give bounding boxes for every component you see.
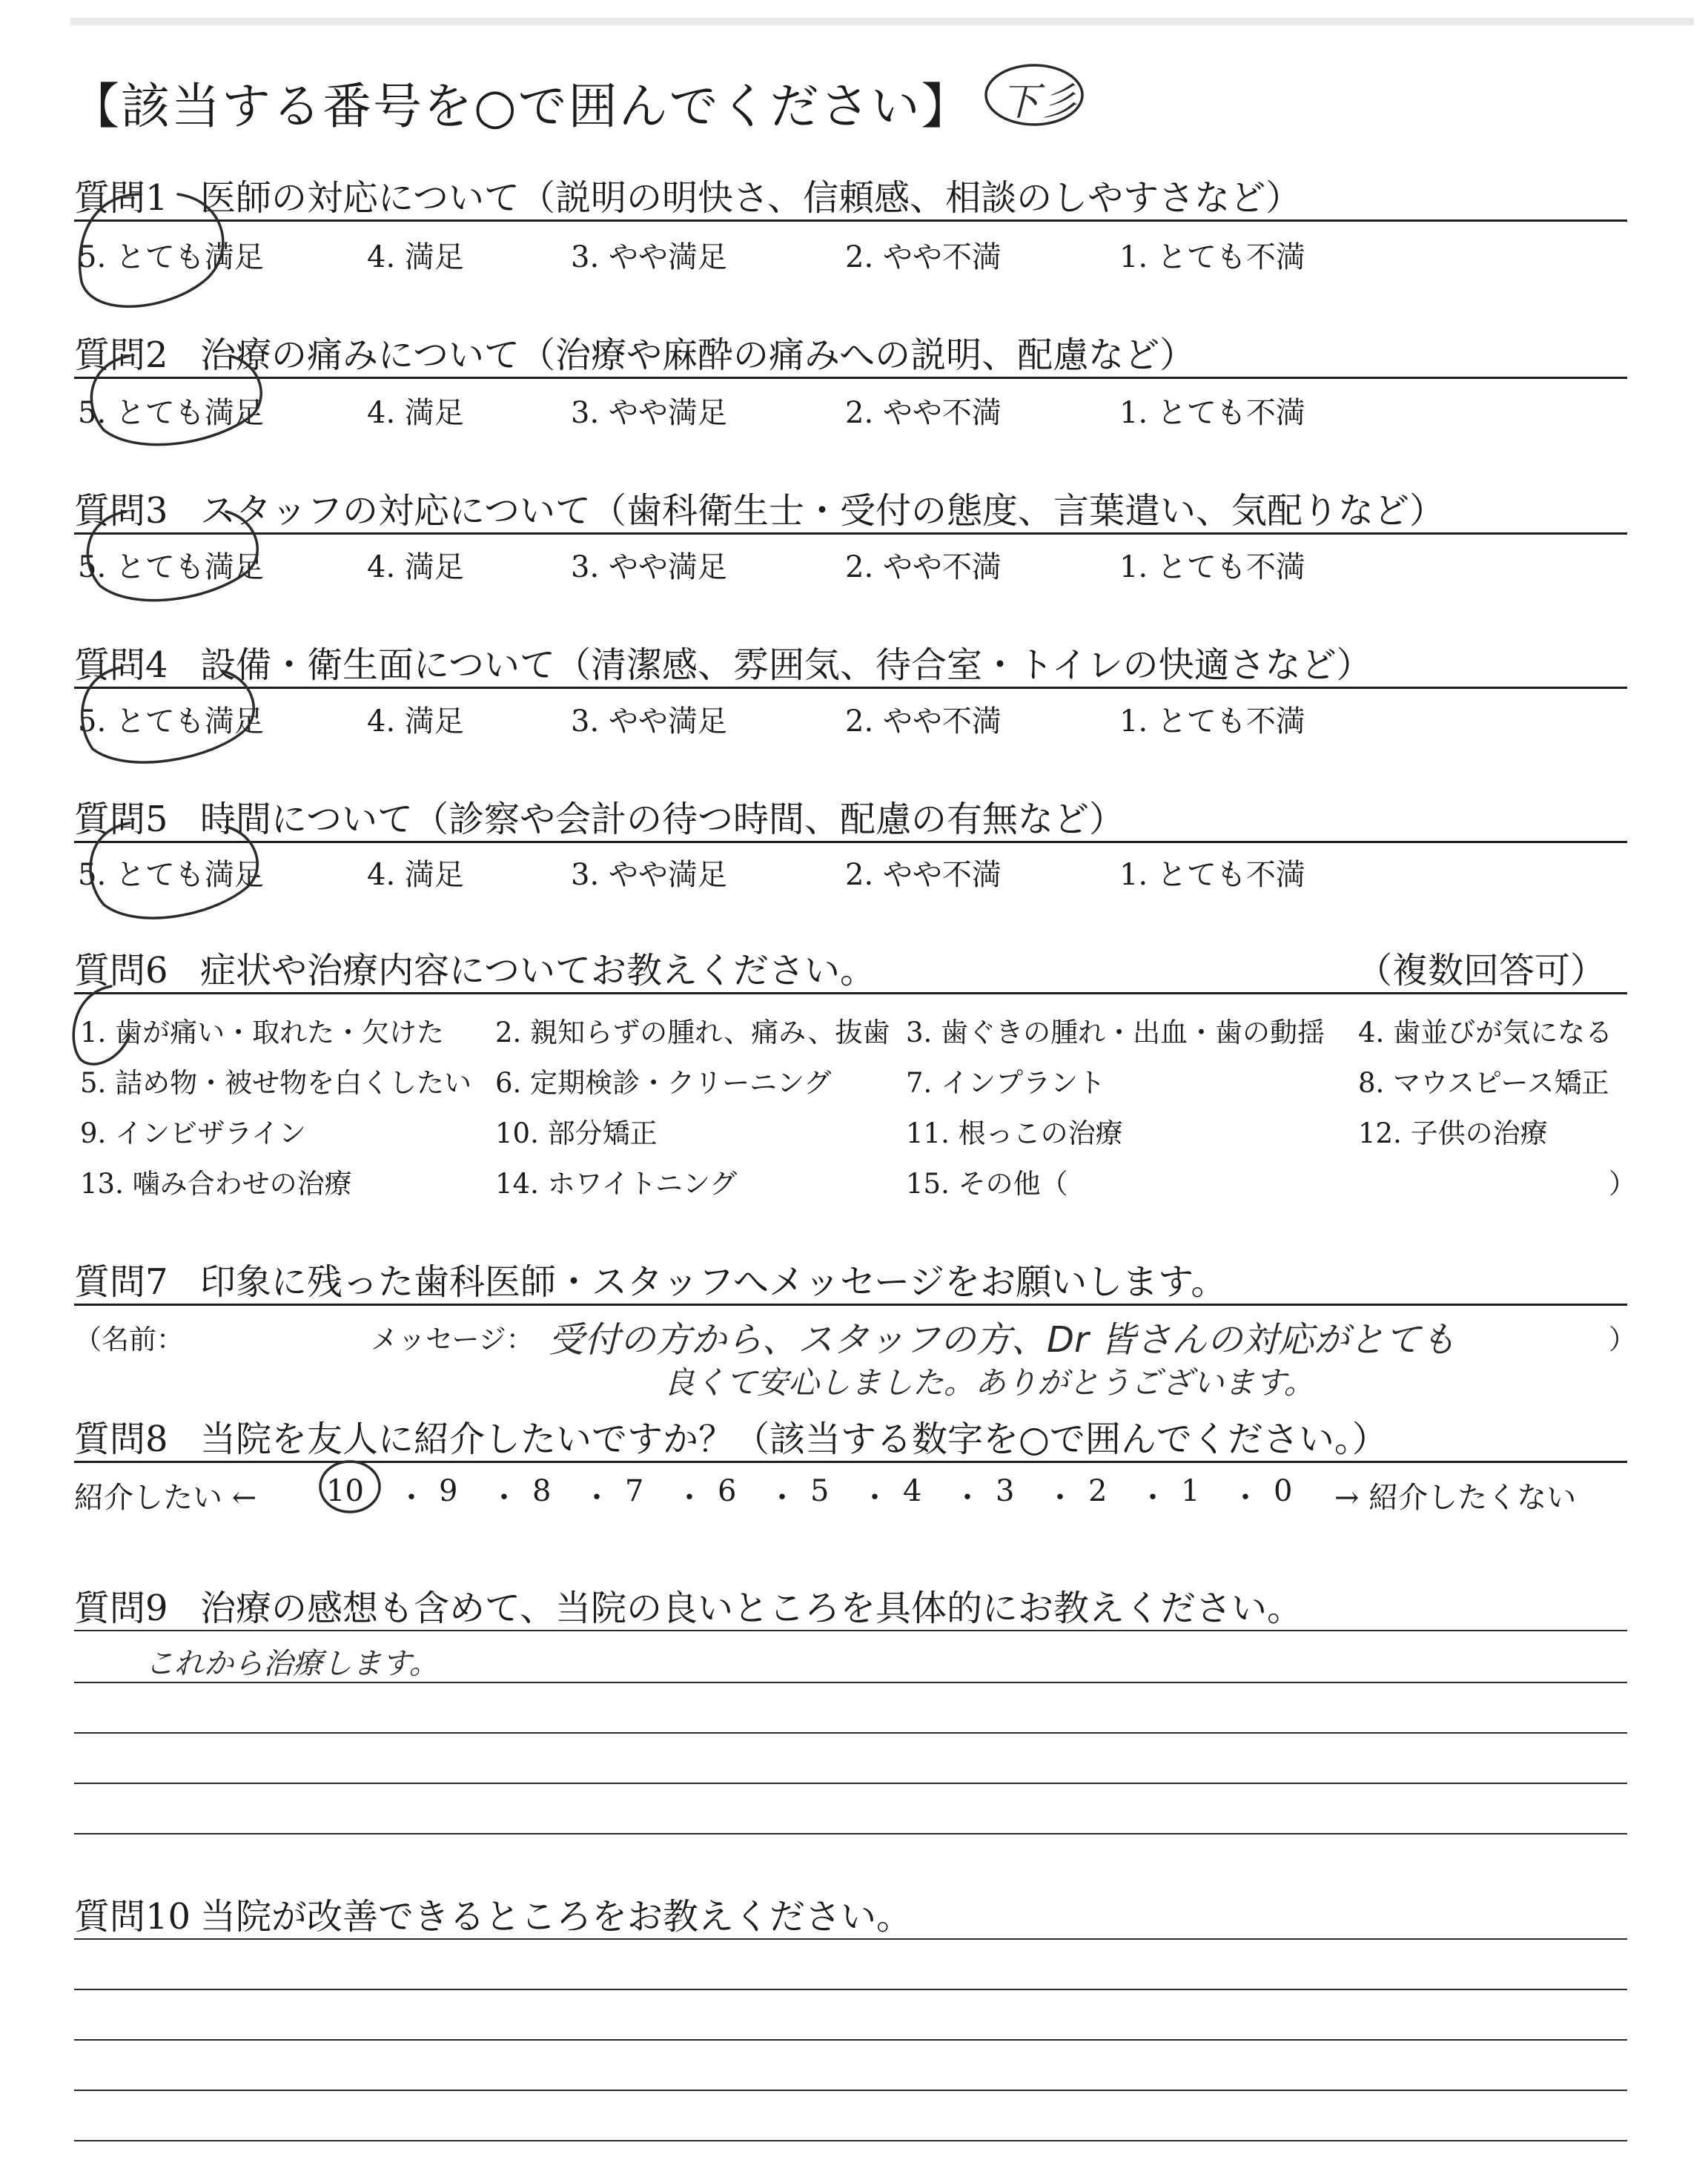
question-divider — [74, 841, 1627, 843]
rating-option-3[interactable]: 3. やや満足 — [571, 704, 727, 739]
symptom-option[interactable]: 9. インビザライン — [80, 1117, 306, 1149]
question-text: 医師の対応について（説明の明快さ、信頼感、相談のしやすさなど） — [200, 177, 1302, 219]
rating-option-4[interactable]: 4. 満足 — [367, 396, 464, 430]
question-number: 質問3 — [74, 490, 168, 532]
separator: ・ — [1045, 1481, 1075, 1515]
answer-line — [74, 1938, 1627, 1940]
recommend-left-label: 紹介したい ← — [74, 1481, 257, 1515]
separator: ・ — [1231, 1481, 1260, 1515]
handwritten-name-mark: 下彡 — [1001, 80, 1079, 125]
rating-option-2[interactable]: 2. やや不満 — [845, 858, 1002, 892]
question-divider — [74, 992, 1627, 994]
rating-option-1[interactable]: 1. とても不満 — [1119, 396, 1305, 430]
question-7 — [74, 1253, 1226, 1304]
answer-line — [74, 1732, 1627, 1734]
question-6 — [74, 942, 875, 993]
symptom-option[interactable]: 13. 噛み合わせの治療 — [80, 1168, 352, 1200]
separator: ・ — [953, 1481, 982, 1515]
question-divider — [74, 687, 1627, 689]
symptom-option[interactable]: 4. 歯並びが気になる — [1358, 1017, 1613, 1048]
question-3 — [74, 482, 1445, 533]
answer-line — [74, 1630, 1627, 1631]
question-number: 質問4 — [74, 644, 168, 686]
symptom-option[interactable]: 3. 歯ぐきの腫れ・出血・歯の動揺 — [906, 1017, 1325, 1048]
separator: ・ — [675, 1481, 704, 1515]
rating-option-4[interactable]: 4. 満足 — [367, 550, 464, 584]
symptom-option[interactable]: 6. 定期検診・クリーニング — [495, 1067, 832, 1099]
question-number: 質問6 — [74, 950, 168, 991]
answer-line — [74, 2090, 1627, 2091]
rating-option-5[interactable]: 5. とても満足 — [78, 240, 264, 274]
recommend-5[interactable]: 5 — [810, 1474, 830, 1508]
answer-line — [74, 2039, 1627, 2041]
symptom-option[interactable]: 7. インプラント — [906, 1067, 1106, 1099]
rating-option-1[interactable]: 1. とても不満 — [1119, 240, 1305, 274]
question-divider — [74, 377, 1627, 379]
question-9 — [74, 1579, 1302, 1631]
rating-option-5[interactable]: 5. とても満足 — [78, 704, 264, 739]
question-number: 質問5 — [74, 799, 168, 840]
answer-line — [74, 1989, 1627, 1990]
handwritten-message-line-1: 受付の方から、スタッフの方、Dr 皆さんの対応がとても — [549, 1319, 1456, 1361]
rating-option-2[interactable]: 2. やや不満 — [845, 240, 1002, 274]
message-close-paren: ） — [1609, 1324, 1636, 1355]
question-text: 当院が改善できるところをお教えください。 — [200, 1896, 913, 1938]
question-number: 質問10 — [74, 1896, 191, 1938]
symptom-option[interactable]: 14. ホワイトニング — [495, 1168, 738, 1200]
question-1 — [74, 169, 1301, 220]
rating-option-4[interactable]: 4. 満足 — [367, 704, 464, 739]
question-text: 時間について（診察や会計の待つ時間、配慮の有無など） — [200, 799, 1125, 840]
handwritten-message-line-2: 良くて安心しました。ありがとうございます。 — [663, 1364, 1315, 1401]
symptom-option[interactable]: 5. 詰め物・被せ物を白くしたい — [80, 1067, 472, 1099]
symptom-option[interactable]: 8. マウスピース矯正 — [1358, 1067, 1609, 1099]
question-text: 当院を友人に紹介したいですか？（該当する数字を○で囲んでください。） — [200, 1418, 1388, 1460]
question-4 — [74, 636, 1372, 687]
question-2 — [74, 326, 1195, 377]
recommend-3[interactable]: 3 — [996, 1474, 1015, 1508]
question-divider — [74, 1304, 1627, 1306]
question-number: 質問9 — [74, 1588, 168, 1629]
answer-line — [74, 1682, 1627, 1683]
rating-option-5[interactable]: 5. とても満足 — [78, 858, 264, 892]
rating-option-4[interactable]: 4. 満足 — [367, 240, 464, 274]
symptom-option[interactable]: 12. 子供の治療 — [1358, 1117, 1548, 1149]
recommend-10[interactable]: 10 — [326, 1474, 364, 1508]
form-title: 【該当する番号を○で囲んでください】 — [70, 78, 972, 135]
recommend-6[interactable]: 6 — [718, 1474, 737, 1508]
question-8 — [74, 1410, 1388, 1462]
question-text: 治療の感想も含めて、当院の良いところを具体的にお教えください。 — [200, 1588, 1303, 1629]
symptom-option[interactable]: 11. 根っこの治療 — [906, 1117, 1123, 1149]
other-close-paren: ） — [1609, 1168, 1636, 1200]
question-divider — [74, 1461, 1627, 1463]
rating-option-5[interactable]: 5. とても満足 — [78, 396, 264, 430]
question-divider — [74, 219, 1627, 222]
separator: ・ — [860, 1481, 890, 1515]
question-number: 質問1 — [74, 177, 168, 219]
question-5 — [74, 790, 1125, 842]
answer-line — [74, 1783, 1627, 1784]
handwritten-answer: これから治療します。 — [145, 1647, 439, 1681]
scan-top-edge — [70, 18, 1694, 25]
separator: ・ — [1138, 1481, 1168, 1515]
recommend-9[interactable]: 9 — [439, 1474, 458, 1508]
rating-option-2[interactable]: 2. やや不満 — [845, 704, 1002, 739]
rating-option-3[interactable]: 3. やや満足 — [571, 858, 727, 892]
symptom-option[interactable]: 2. 親知らずの腫れ、痛み、抜歯 — [495, 1017, 890, 1048]
symptom-option[interactable]: 1. 歯が痛い・取れた・欠けた — [80, 1017, 445, 1048]
recommend-0[interactable]: 0 — [1274, 1474, 1293, 1508]
recommend-1[interactable]: 1 — [1181, 1474, 1200, 1508]
question-text: 治療の痛みについて（治療や麻酔の痛みへの説明、配慮など） — [200, 334, 1196, 376]
question-number: 質問7 — [74, 1261, 168, 1303]
answer-line — [74, 1833, 1627, 1834]
rating-option-1[interactable]: 1. とても不満 — [1119, 550, 1305, 584]
question-text: 症状や治療内容についてお教えください。 — [200, 950, 876, 991]
rating-option-2[interactable]: 2. やや不満 — [845, 550, 1002, 584]
question-divider — [74, 532, 1627, 535]
answer-line — [74, 2140, 1627, 2141]
rating-option-5[interactable]: 5. とても満足 — [78, 550, 264, 584]
rating-option-1[interactable]: 1. とても不満 — [1119, 704, 1305, 739]
separator: ・ — [767, 1481, 797, 1515]
separator: ・ — [397, 1481, 426, 1515]
separator: ・ — [582, 1481, 612, 1515]
question-10 — [74, 1888, 912, 1939]
question-text: 印象に残った歯科医師・スタッフへメッセージをお願いします。 — [200, 1261, 1227, 1303]
message-label: メッセージ： — [371, 1324, 534, 1355]
question-text: 設備・衛生面について（清潔感、雰囲気、待合室・トイレの快適さなど） — [200, 644, 1372, 686]
rating-option-2[interactable]: 2. やや不満 — [845, 396, 1002, 430]
rating-option-3[interactable]: 3. やや満足 — [571, 550, 727, 584]
recommend-2[interactable]: 2 — [1088, 1474, 1108, 1508]
rating-option-3[interactable]: 3. やや満足 — [571, 396, 727, 430]
recommend-4[interactable]: 4 — [903, 1474, 922, 1508]
rating-option-4[interactable]: 4. 満足 — [367, 858, 464, 892]
question-number: 質問2 — [74, 334, 168, 376]
symptom-option[interactable]: 10. 部分矯正 — [495, 1117, 658, 1149]
rating-option-3[interactable]: 3. やや満足 — [571, 240, 727, 274]
name-label: （名前： — [74, 1324, 184, 1355]
recommend-7[interactable]: 7 — [625, 1474, 644, 1508]
question-text: スタッフの対応について（歯科衛生士・受付の態度、言葉遣い、気配りなど） — [200, 490, 1446, 532]
question-number: 質問8 — [74, 1418, 168, 1460]
symptom-option-other[interactable]: 15. その他（ — [906, 1168, 1068, 1200]
rating-option-1[interactable]: 1. とても不満 — [1119, 858, 1305, 892]
recommend-right-label: → 紹介したくない — [1334, 1481, 1577, 1515]
separator: ・ — [489, 1481, 519, 1515]
recommend-8[interactable]: 8 — [532, 1474, 552, 1508]
multiple-answers-note: （複数回答可） — [1357, 950, 1606, 991]
